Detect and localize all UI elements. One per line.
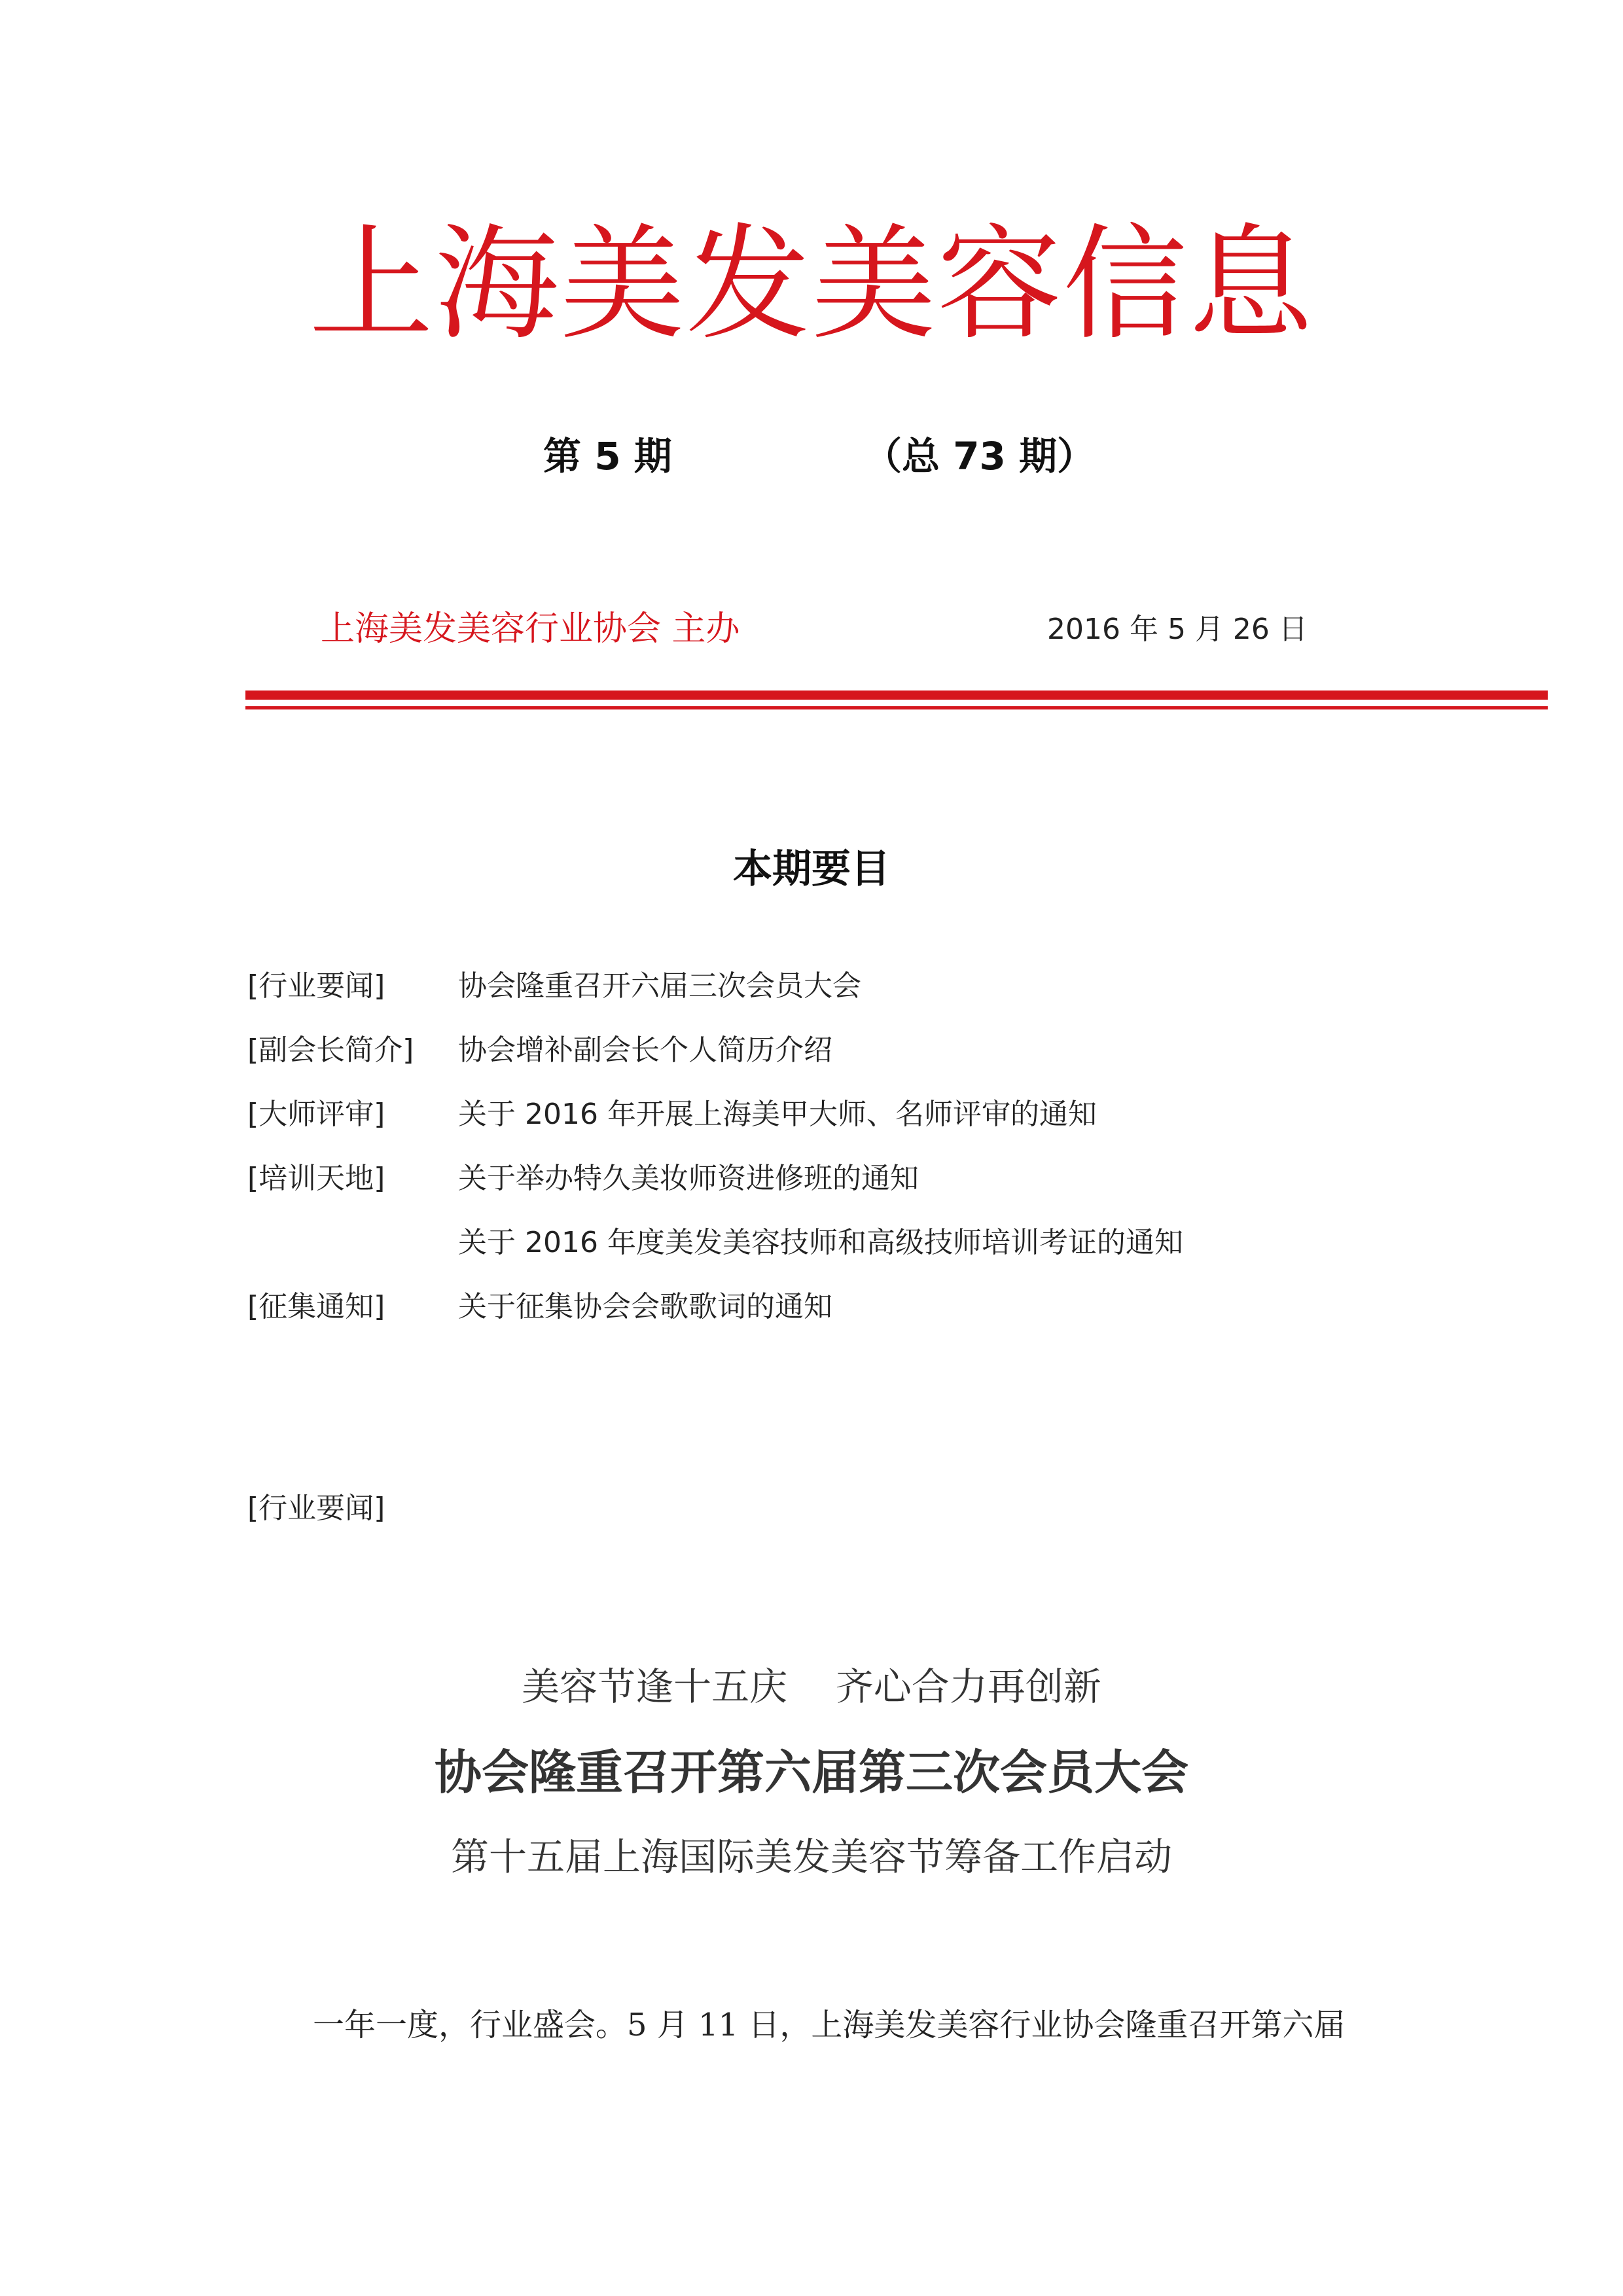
toc-row	[247, 1090, 1491, 1155]
article-subhead: 第十五届上海国际美发美容节筹备工作启动	[450, 1835, 1172, 1879]
header-divider-thick	[245, 691, 1548, 700]
header-divider-thin	[245, 706, 1548, 709]
toc-row	[247, 962, 1491, 1026]
toc-category: [征集通知]	[247, 1290, 385, 1323]
article-headline: 协会隆重召开第六届第三次会员大会	[434, 1745, 1188, 1800]
toc-row	[247, 1283, 1491, 1347]
toc-category: [培训天地]	[247, 1162, 385, 1195]
issue-number: 第 5 期	[543, 434, 672, 478]
issue-total: （总 73 期）	[864, 434, 1096, 478]
masthead-title: 上海美发美容信息	[308, 212, 1314, 357]
article-body-first-line: 一年一度，行业盛会。5 月 11 日，上海美发美容行业协会隆重召开第六届	[313, 2007, 1346, 2043]
toc-item: 关于征集协会会歌歌词的通知	[458, 1290, 832, 1323]
toc-item: 关于 2016 年开展上海美甲大师、名师评审的通知	[458, 1098, 1097, 1131]
toc-category: [行业要闻]	[247, 969, 385, 1003]
toc-category: [大师评审]	[247, 1098, 385, 1131]
toc-item: 协会隆重召开六届三次会员大会	[458, 969, 861, 1003]
toc-item: 关于 2016 年度美发美容技师和高级技师培训考证的通知	[458, 1226, 1183, 1259]
sponsor-line: 上海美发美容行业协会 主办	[321, 609, 740, 649]
publish-date: 2016 年 5 月 26 日	[1047, 613, 1308, 646]
toc-item: 关于举办特久美妆师资进修班的通知	[458, 1162, 919, 1195]
toc-title: 本期要目	[733, 846, 890, 892]
article-kicker: 美容节逢十五庆 齐心合力再创新	[522, 1664, 1101, 1709]
toc-category: [副会长简介]	[247, 1033, 414, 1067]
toc-row	[247, 1026, 1491, 1090]
table-of-contents	[247, 962, 1491, 1347]
toc-item: 协会增补副会长个人简历介绍	[458, 1033, 832, 1067]
toc-row	[247, 1155, 1491, 1283]
section-label: [行业要闻]	[247, 1492, 385, 1525]
